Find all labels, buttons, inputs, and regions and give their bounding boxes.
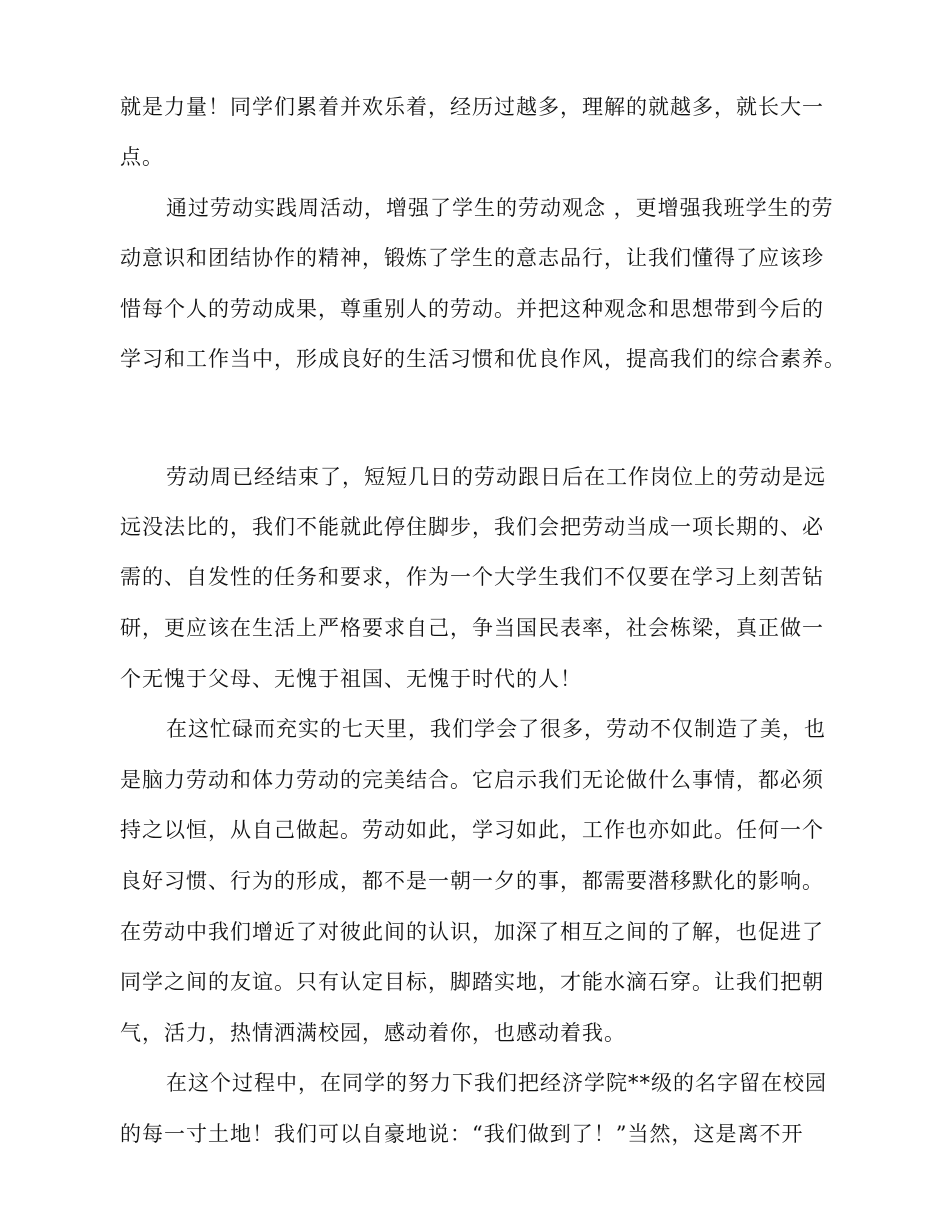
text-line: 点。 [120,145,164,169]
text-line: 远没法比的，我们不能就此停住脚步，我们会把劳动当成一项长期的、必 [120,515,824,539]
text-line: 学习和工作当中，形成良好的生活习惯和优良作风，提高我们的综合素养。 [120,347,846,371]
text-line: 是脑力劳动和体力劳动的完美结合。它启示我们无论做什么事情，都必须 [120,768,824,792]
text-line: 劳动周已经结束了，短短几日的劳动跟日后在工作岗位上的劳动是远 [166,465,826,489]
text-line: 在劳动中我们增近了对彼此间的认识，加深了相互之间的了解，也促进了 [120,920,824,944]
text-line: 同学之间的友谊。只有认定目标，脚踏实地，才能水滴石穿。让我们把朝 [120,970,824,994]
text-line: 动意识和团结协作的精神，锻炼了学生的意志品行，让我们懂得了应该珍 [120,246,824,270]
text-line: 通过劳动实践周活动，增强了学生的劳动观念 ，更增强我班学生的劳 [166,196,834,220]
text-line: 需的、自发性的任务和要求，作为一个大学生我们不仅要在学习上刻苦钻 [120,565,824,589]
text-line: 气，活力，热情洒满校园，感动着你，也感动着我。 [120,1021,626,1045]
text-line: 在这个过程中，在同学的努力下我们把经济学院**级的名字留在校园 [166,1071,827,1095]
text-line: 惜每个人的劳动成果，尊重别人的劳动。并把这种观念和思想带到今后的 [120,297,824,321]
text-line: 的每一寸土地！我们可以自豪地说：“我们做到了！”当然，这是离不开 [120,1122,804,1146]
text-line: 就是力量！同学们累着并欢乐着，经历过越多，理解的就越多，就长大一 [120,95,824,119]
text-line: 研，更应该在生活上严格要求自己，争当国民表率，社会栋梁，真正做一 [120,616,824,640]
text-line: 持之以恒，从自己做起。劳动如此，学习如此，工作也亦如此。任何一个 [120,818,824,842]
text-line: 个无愧于父母、无愧于祖国、无愧于时代的人！ [120,667,582,691]
text-line: 在这忙碌而充实的七天里，我们学会了很多，劳动不仅制造了美，也 [166,717,826,741]
text-line: 良好习惯、行为的形成，都不是一朝一夕的事，都需要潜移默化的影响。 [120,869,824,893]
